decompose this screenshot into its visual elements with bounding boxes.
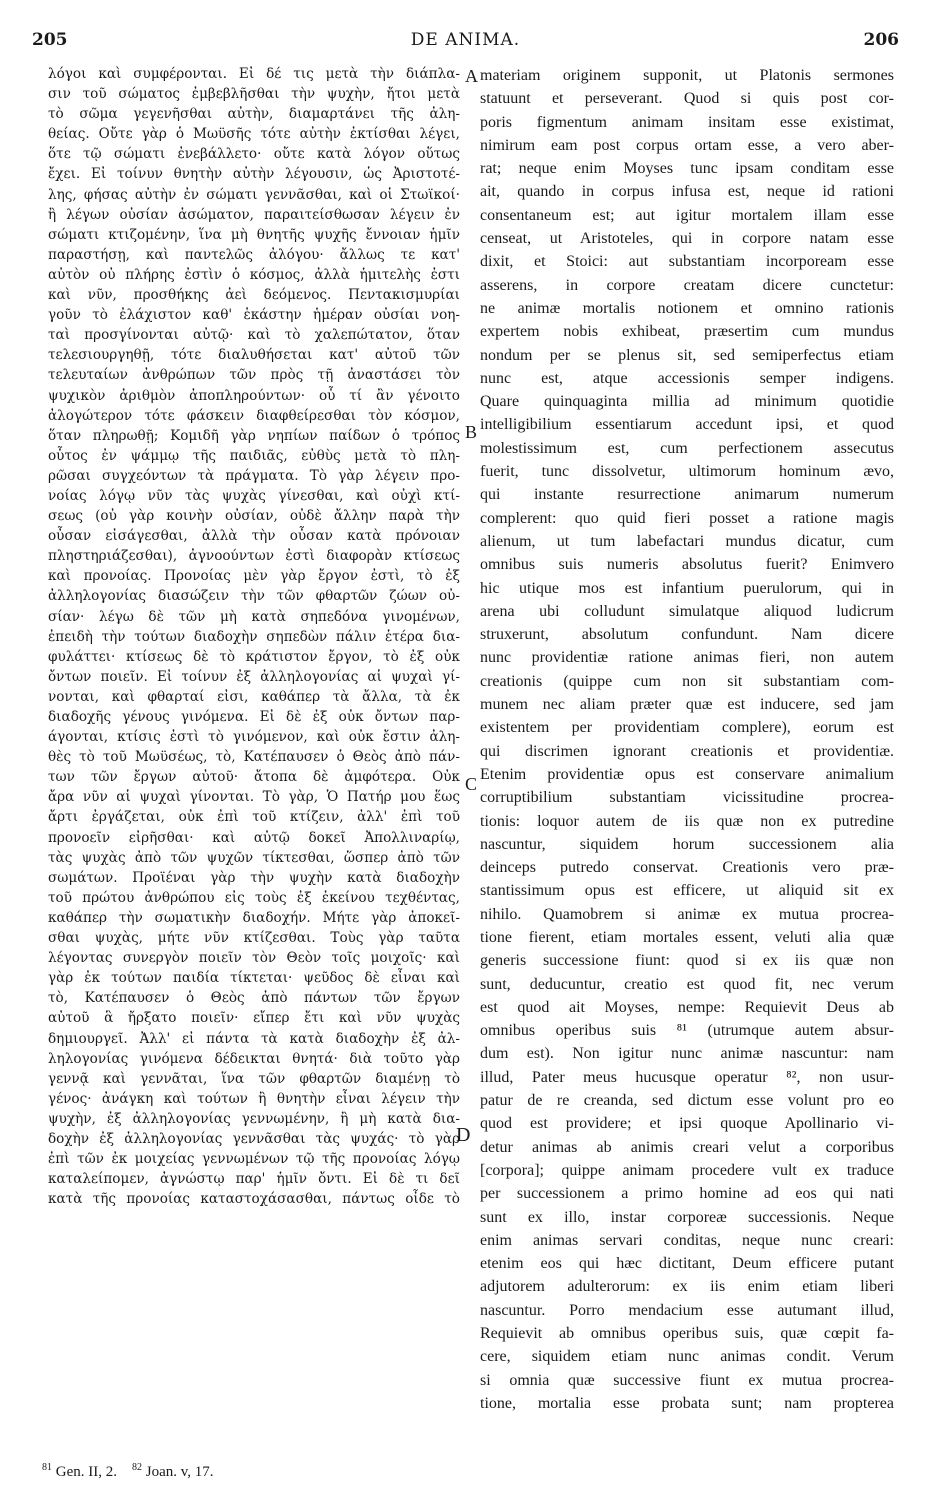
footnote-81-text: Gen. II, 2. (55, 1464, 117, 1480)
latin-text-line: tione, mortalia esse probata sunt; nam propterea (480, 1394, 894, 1412)
greek-text-line: ὄντων ποιεῖν. Εἰ τοίνυν ἐξ ἀλληλογονίας αἱ ψυχαὶ γί- (48, 668, 460, 685)
footnote-81-mark: 81 (42, 1462, 52, 1473)
greek-text-line: τὸ σῶμα γεγενῆσθαι αὐτὴν, διαμαρτάνει τῆς ἀλη- (48, 106, 460, 123)
greek-text-line: λης, φήσας αὐτὴν ἐν σώματι γεννᾶσθαι, καὶ οἱ Στωϊκοί· (48, 186, 460, 203)
greek-text-line: ἢ λέγων οὐσίαν ἀσώματον, παραιτείσθωσαν λέγειν ἐν (48, 206, 460, 223)
latin-text-line: [corpora]; quippe animam procedere vult ex traduce (480, 1161, 894, 1179)
latin-text-line: nihilo. Quamobrem si animæ ex mutua procrea- (480, 905, 894, 923)
page-number-left: 205 (32, 30, 68, 50)
latin-text-line: sunt ex illo, instar corporeæ successionis. Neque (480, 1208, 894, 1226)
latin-text-line: dum est). Non igitur nunc animæ nascuntur: nam (480, 1045, 894, 1063)
latin-text-line: cere, siquidem etiam nunc animas condit. Verum (480, 1348, 894, 1366)
margin-letter-b: B (465, 422, 478, 442)
latin-text-line: statuunt et perseverant. Quod si quis post cor- (480, 90, 894, 108)
latin-text-line: arena ubi colludunt simulatque aliquod ludicrum (480, 602, 894, 620)
greek-text-line: ψυχὴν, ἐξ ἀλληλογονίας γεννωμένην, ἢ μὴ κατὰ δια- (48, 1110, 460, 1127)
latin-text-line: patur de re creanda, sed dictum esse volunt pro eo (480, 1092, 894, 1110)
latin-text-line: nondum per se plenus sit, sed semiperfectus etiam (480, 346, 894, 364)
greek-text-line: σώματι κτιζομένην, ἵνα μὴ θνητῆς ψυχῆς ἔννοιαν ἡμῖν (48, 226, 460, 243)
latin-text-line: illud, Pater meus hucusque operatur ⁸², non usur- (480, 1068, 894, 1086)
latin-text-line: Quare quinquaginta millia ad minimum quotidie (480, 393, 894, 411)
latin-text-line: Etenim providentiæ opus est conservare animalium (480, 765, 894, 783)
greek-text-line: σίαν· λέγω δὲ τῶν μὴ κατὰ σηπεδόνα γινομένων, (48, 608, 460, 625)
latin-text-line: asserens, in corpore creatam dicere cunctetur: (480, 276, 894, 294)
latin-text-line: enim animas servari conditas, neque nunc creari: (480, 1231, 894, 1249)
latin-text-line: est quod ait Moyses, nempe: Requievit Deus ab (480, 998, 894, 1016)
greek-text-line: άγονται, κτίσις ἐστὶ τὸ γινόμενον, καὶ οὐκ ἔστιν ἀλη- (48, 729, 460, 746)
greek-text-line: τελευταίων ἀνθρώπων τῶν πρὸς τῇ ἀναστάσει τὸν (48, 367, 460, 384)
latin-text-line: qui instante resurrectione animarum numerum (480, 486, 894, 504)
footnote-82-text: Joan. v, 17. (145, 1464, 214, 1480)
greek-text-line: γεννᾷ καὶ γεννᾶται, ἵνα τῶν φθαρτῶν διαμένῃ τὸ (48, 1070, 460, 1087)
greek-text-line: προνοεῖν εἰρῆσθαι· καὶ αὐτῷ δοκεῖ Ἀπολλιναρίῳ, (48, 829, 460, 846)
greek-text-line: ἀλληλογονίας διασώζειν τὴν τῶν φθαρτῶν ζώων οὐ- (48, 588, 460, 605)
latin-text-line: dixit, et Stoici: aut substantiam incorpoream esse (480, 253, 894, 271)
greek-text-line: σιν τοῦ σώματος ἐμβεβλῆσθαι τὴν ψυχὴν, ἤτοι μετὰ (48, 86, 460, 103)
greek-text-line: ψυχικὸν ἀριθμὸν ἀποπληρούντων· οὗ τί ἂν γένοιτο (48, 387, 460, 404)
running-title: DE ANIMA. (410, 30, 521, 50)
greek-text-line: τὸ, Κατέπαυσεν ὁ Θεὸς ἀπὸ πάντων τῶν ἔργων (48, 990, 460, 1007)
latin-text-line: per successionem a primo homine ad eos qui nati (480, 1185, 894, 1203)
greek-text-line: καθάπερ τὴν σωματικὴν διαδοχήν. Μήτε γὰρ ἀποκεῖ- (48, 909, 460, 926)
margin-letter-c: C (465, 774, 478, 794)
greek-column (48, 64, 460, 1436)
latin-text-line: si omnia quæ successive fiunt ex mutua procrea- (480, 1371, 894, 1389)
greek-text-line: νονται, καὶ φθαρταί εἰσι, καθάπερ τὰ ἄλλα, τὰ ἐκ (48, 688, 460, 705)
latin-text-line: nunc est, atque accessionis semper indigens. (480, 369, 894, 387)
footnote-82-mark: 82 (131, 1462, 142, 1473)
latin-text-line: detur animas ab animis creari velut a corporibus (480, 1138, 894, 1156)
margin-letter-d: D (456, 1124, 471, 1146)
latin-text-line: existentem per providentiam complere), eorum est (480, 719, 894, 737)
greek-text-line: σωμάτων. Προϊέναι γὰρ τὴν ψυχὴν κατὰ διαδοχὴν (48, 869, 460, 886)
latin-text-line: etenim eos qui hæc dictitant, Deum efficere putant (480, 1255, 894, 1273)
latin-text-line: alienum, ut tum labefactari mundus dicatur, cum (480, 532, 894, 550)
latin-text-line: corruptibilium substantiam vicissitudine procrea- (480, 789, 894, 807)
latin-text-line: adjutorem adulterorum: ex iis enim etiam liberi (480, 1278, 894, 1296)
latin-text-line: stantissimum opus est efficere, ut aliquid sit ex (480, 882, 894, 900)
greek-text-line: δοχὴν ἐξ ἀλληλογονίας γεννᾶσθαι τὰς ψυχάς· τὸ γὰρ (48, 1130, 460, 1147)
greek-text-line: κατὰ τῆς προνοίας καταστοχάσασθαι, πάντως οἶδε τὸ (48, 1191, 460, 1208)
latin-text-line: tione fierent, etiam mortales essent, veluti alia quæ (480, 928, 894, 946)
greek-text-line: οὗτος ἐν ψάμμῳ τῆς παιδιᾶς, εὐθὺς μετὰ τὸ πλη- (48, 447, 460, 464)
greek-text-line: λόγοι καὶ συμφέρονται. Εἰ δέ τις μετὰ τὴν διάπλα- (48, 66, 460, 82)
greek-text-line: νοίας λόγῳ νῦν τὰς ψυχὰς γίνεσθαι, καὶ οὐχὶ κτί- (48, 487, 460, 504)
greek-text-line: γὰρ ἐκ τούτων παιδία τίκτεται· ψεῦδος δὲ εἶναι καὶ (48, 970, 460, 987)
page-header (32, 30, 899, 58)
greek-text-line: τελεσιουργηθῇ, τότε διαλυθήσεται κατ' αὐτοῦ τῶν (48, 347, 460, 364)
greek-text-line: φυλάττει· κτίσεως δὲ τὸ κράτιστον ἔργον, τὸ ἐξ οὐκ (48, 648, 460, 665)
latin-text-line: censeat, ut Aristoteles, qui in corpore natam esse (480, 230, 894, 248)
greek-text-line: λέγοντας συνεργὸν ποιεῖν τὸν Θεὸν τοῖς μοιχοῖς· καὶ (48, 950, 460, 967)
greek-text-line: ὅταν πληρωθῇ; Κομιδῆ γὰρ νηπίων παίδων ὁ τρόπος (48, 427, 460, 444)
greek-text-line: γένος· ἀνάγκη καὶ τούτων ἢ θνητὴν εἶναι λέγειν τὴν (48, 1090, 460, 1107)
latin-text-line: rat; neque enim Moyses tunc ipsam conditam esse (480, 160, 894, 178)
latin-text-line: munem nec aliam præter quæ est inducere, sed jam (480, 696, 894, 714)
latin-text-line: struxerunt, absolutum confundunt. Nam dicere (480, 626, 894, 644)
latin-text-line: fuerit, tunc dissolvetur, ultimorum hominum ævo, (480, 463, 894, 481)
latin-text-line: molestissimum est, cum perfectionem assecutus (480, 439, 894, 457)
latin-text-line: tionis: loquor autem de iis quæ non ex putredine (480, 812, 894, 830)
greek-text-line: ἄρα νῦν αἱ ψυχαὶ γίνονται. Τὸ γὰρ, Ὁ Πατήρ μου ἕως (48, 789, 460, 806)
greek-text-line: ρῶσαι συγχεόντων τὰ πράγματα. Τὸ γὰρ λέγειν προ- (48, 467, 460, 484)
greek-text-line: διαδοχῆς γένους γινόμενα. Εἰ δὲ ἐξ οὐκ ὄντων παρ- (48, 709, 460, 725)
latin-text-line: generis successione fiunt: quod si ex iis quæ non (480, 952, 894, 970)
latin-text-line: qui discrimen ignorant creationis et providentiæ. (480, 742, 894, 760)
margin-letter-a: A (465, 66, 478, 86)
greek-text-line: ἐπειδὴ τὴν τούτων διαδοχὴν σηπεδὼν πάλιν ἑτέρα δια- (48, 628, 460, 645)
latin-text-line: quod est providere; et ipsi quoque Apollinario vi- (480, 1115, 894, 1133)
greek-text-line: τὰς ψυχὰς ἀπὸ τῶν ψυχῶν τίκτεσθαι, ὥσπερ ἀπὸ τῶν (48, 849, 460, 866)
greek-text-line: γοῦν τὸ ἐλάχιστον καθ' ἑκάστην ἡμέραν οὐσίαι νοη- (48, 307, 460, 324)
greek-text-line: ληλογονίας γινόμενα δέδεικται θνητά· διὰ τοῦτο γὰρ (48, 1050, 460, 1067)
greek-text-line: ταὶ προσγίνονται αὐτῷ· καὶ τὸ χαλεπώτατον, ὅταν (48, 327, 460, 344)
latin-column (480, 64, 894, 1436)
greek-text-line: πληστηριάζεσθαι), ἀγνοούντων ἐστὶ διαφορὰν κτίσεως (48, 548, 460, 565)
greek-text-line: ἔχει. Εἰ τοίνυν θνητὴν αὐτὴν λέγουσιν, ὡς Ἀριστοτέ- (48, 166, 460, 183)
greek-text-line: καταλείπομεν, ἀγνώστῳ παρ' ἡμῖν ὄντι. Εἰ δὲ τι δεῖ (48, 1171, 460, 1188)
latin-text-line: poris figmentum animam insitam esse existimat, (480, 113, 894, 131)
latin-text-line: nunc providentiæ ratione animas fieri, non autem (480, 649, 894, 667)
latin-text-line: creationis (quippe cum non sit substantiam com- (480, 672, 894, 690)
greek-text-line: θὲς τὸ τοῦ Μωϋσέως, τὸ, Κατέπαυσεν ὁ Θεὸς ἀπὸ πάν- (48, 749, 460, 766)
greek-text-line: οὖσαν εἰσάγεσθαι, ἀλλὰ τὴν οὖσαν κατὰ πρόνοιαν (48, 528, 460, 545)
latin-text-line: omnibus operibus suis ⁸¹ (utrumque autem absur- (480, 1022, 894, 1040)
latin-text-line: omnibus suis numeris absolutus fuerit? Enimvero (480, 556, 894, 574)
greek-text-line: σθαι ψυχὰς, μήτε νῦν κτίζεσθαι. Τοὺς γὰρ ταῦτα (48, 930, 460, 947)
latin-text-line: sunt, deducuntur, creatio est quod fit, nec verum (480, 975, 894, 993)
latin-text-line: hic utique mos est infantium puerulorum, qui in (480, 579, 894, 597)
latin-text-line: consentaneum est; aut igitur mortalem illam esse (480, 206, 894, 224)
latin-text-line: nimirum eam post corpus ortam esse, a vero aber- (480, 136, 894, 154)
greek-text-line: αὐτὸν οὐ πλήρης ἐστὶν ὁ κόσμος, ἀλλὰ ἡμιτελὴς ἐστι (48, 266, 460, 283)
latin-text-line: nascuntur, siquidem horum successionem alia (480, 835, 894, 853)
latin-text-line: materiam originem supponit, ut Platonis sermones (480, 67, 894, 84)
greek-text-line: τοῦ πρώτου ἀνθρώπου εἰς τοὺς ἐξ ἐκείνου τεχθέντας, (48, 889, 460, 906)
latin-text-line: ait, quando in corpus infusa est, neque id rationi (480, 183, 894, 201)
greek-text-line: θείας. Οὔτε γὰρ ὁ Μωϋσῆς τότε αὐτὴν ἐκτίσθαι λέγει, (48, 126, 460, 143)
greek-text-line: ὅτε τῷ σώματι ἐνεβάλλετο· οὔτε κατὰ λόγον οὕτως (48, 146, 460, 163)
greek-text-line: σεως (οὐ γὰρ κοινὴν οὐσίαν, οὐδὲ ἄλλην παρὰ τὴν (48, 508, 460, 525)
greek-text-line: ἀλογώτερον τότε φάσκειν διαφθείρεσθαι τὸν κόσμον, (48, 407, 460, 424)
latin-text-line: nascuntur. Porro mendacium esse autumant illud, (480, 1301, 894, 1319)
greek-text-line: ἄρτι ἐργάζεται, οὐκ ἐπὶ τοῦ κτίζειν, ἀλλ' ἐπὶ τοῦ (48, 809, 460, 826)
latin-text-line: Requievit ab omnibus operibus suis, quæ cœpit fa- (480, 1325, 894, 1343)
greek-text-line: δημιουργεῖ. Ἀλλ' εἰ πάντα τὰ κατὰ διαδοχὴν ἐξ ἀλ- (48, 1030, 460, 1047)
greek-text-line: καὶ νῦν, προσθήκης ἀεὶ δεόμενος. Πεντακισμυρίαι (48, 287, 460, 304)
latin-text-line: deinceps putredo conservat. Creationis vero præ- (480, 859, 894, 877)
greek-text-line: καὶ προνοίας. Προνοίας μὲν γὰρ ἔργον ἐστὶ, τὸ ἐξ (48, 568, 460, 585)
latin-text-line: ne animæ mortalis notionem et omnino rationis (480, 299, 894, 317)
greek-text-line: αὐτοῦ ἃ ἤρξατο ποιεῖν· εἴπερ ἔτι καὶ νῦν ψυχὰς (48, 1010, 460, 1027)
page-number-right: 206 (863, 30, 899, 50)
footnotes (42, 1462, 214, 1481)
latin-text-line: expertem nobis exhibeat, præsertim cum mundus (480, 323, 894, 341)
latin-text-line: complerent: quo quid fieri posset a ratione magis (480, 509, 894, 527)
greek-text-line: ἐπὶ τῶν ἐκ μοιχείας γεννωμένων τῷ τῆς προνοίας λόγῳ (48, 1151, 460, 1168)
greek-text-line: των τῶν ἔργων αὐτοῦ· ἄτοπα δὲ ἀμφότερα. Οὐκ (48, 769, 460, 786)
latin-text-line: intelligibilium essentiarum accedunt ipsi, et quod (480, 416, 894, 434)
greek-text-line: παραστήσῃ, καὶ παντελῶς ἀλόγου· ἄλλως τε κατ' (48, 246, 460, 263)
